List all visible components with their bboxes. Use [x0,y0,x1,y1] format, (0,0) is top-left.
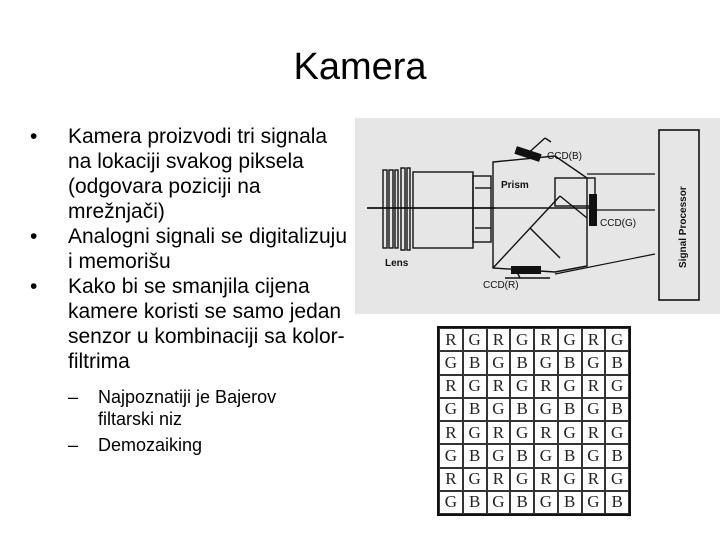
ccd-b-label: CCD(B) [547,151,582,162]
bayer-cell: G [510,421,534,444]
bayer-cell: B [463,444,487,467]
bayer-cell: B [558,444,582,467]
bayer-cell: R [439,468,463,491]
bayer-cell: G [439,398,463,421]
bayer-cell: G [487,444,511,467]
sub-bullet-text: Demozaiking [98,435,203,455]
camera-diagram-svg [355,118,720,314]
bullet-text: Kamera proizvodi tri signala na lokaciji svakog piksela (odgovara poziciji na mrežnjači) [68,125,328,223]
bayer-cell: R [487,375,511,398]
bayer-cell: R [582,328,606,351]
bayer-cell: G [605,328,629,351]
bayer-cell: R [487,328,511,351]
bayer-cell: B [605,444,629,467]
bayer-cell: G [439,351,463,374]
slide-title: Kamera [293,46,427,88]
bullet-item [30,124,350,224]
bayer-cell: R [439,421,463,444]
bayer-cell: B [558,398,582,421]
sub-bullet-list [30,386,350,456]
bullet-item [30,224,350,274]
sub-bullet-item [68,434,328,456]
bayer-cell: R [534,375,558,398]
bullet-mark: • [30,275,38,298]
ccd-g-sensor-shape [589,194,597,226]
bayer-cell: B [463,491,487,514]
lens-label: Lens [385,258,409,269]
ccd-r-sensor-shape [511,266,541,274]
bayer-cell: G [582,351,606,374]
bayer-cell: G [558,328,582,351]
bayer-cell: G [510,328,534,351]
bayer-cell: G [534,351,558,374]
bayer-filter-grid [437,326,631,516]
bayer-cell: R [487,421,511,444]
bayer-cell: G [534,491,558,514]
bullet-item [30,274,350,374]
bayer-cell: G [558,421,582,444]
bayer-cell: B [558,491,582,514]
bullet-mark: • [30,225,38,248]
bayer-cell: R [534,328,558,351]
bayer-cell: B [510,351,534,374]
bayer-cell: G [605,375,629,398]
bayer-cell: G [605,468,629,491]
bayer-cell: G [510,468,534,491]
bayer-cell: G [582,398,606,421]
bayer-cell: G [582,444,606,467]
bayer-cell: R [439,328,463,351]
bayer-cell: B [510,398,534,421]
bayer-cell: G [534,398,558,421]
bayer-cell: B [463,351,487,374]
bayer-cell: R [582,375,606,398]
bayer-cell: B [605,398,629,421]
bayer-cell: G [463,328,487,351]
sub-bullet-mark: – [68,387,79,407]
bayer-cell: G [558,375,582,398]
bayer-cell: G [463,468,487,491]
bullet-list [30,124,350,460]
sub-bullet-text: Najpoznatiji je Bajerov filtarski niz [98,387,277,429]
bayer-cell: G [487,351,511,374]
bayer-cell: G [439,491,463,514]
bullet-mark: • [30,125,38,148]
lens-shape [367,168,495,250]
bayer-cell: G [582,491,606,514]
bayer-cell: G [510,375,534,398]
ccd-r-label: CCD(R) [483,280,519,291]
signal-processor-label: Signal Processor [678,186,689,268]
bayer-cell: R [487,468,511,491]
bullet-text: Analogni signali se digitalizuju i memorišu [68,225,348,273]
bayer-cell: G [534,444,558,467]
bayer-cell: G [558,468,582,491]
bullet-text: Kako bi se smanjila cijena kamere koristi se samo jedan senzor u kombinaciji sa kolor-filtrima [68,275,345,373]
bayer-cell: R [582,468,606,491]
ccd-g-label: CCD(G) [600,218,637,229]
bayer-cell: G [439,444,463,467]
bayer-cell: R [582,421,606,444]
bayer-cell: R [534,421,558,444]
prism-label: Prism [501,180,529,191]
bayer-cell: G [487,491,511,514]
camera-diagram [355,118,720,314]
bayer-cell: G [463,375,487,398]
bayer-cell: B [605,351,629,374]
bayer-cell: R [439,375,463,398]
bayer-cell: B [605,491,629,514]
bayer-cell: G [487,398,511,421]
bayer-cell: B [558,351,582,374]
bayer-cell: G [605,421,629,444]
sub-bullet-item [68,386,328,430]
bayer-cell: B [510,491,534,514]
bayer-cell: B [510,444,534,467]
sub-bullet-mark: – [68,435,79,455]
bayer-cell: G [463,421,487,444]
bayer-cell: R [534,468,558,491]
bayer-cell: B [463,398,487,421]
